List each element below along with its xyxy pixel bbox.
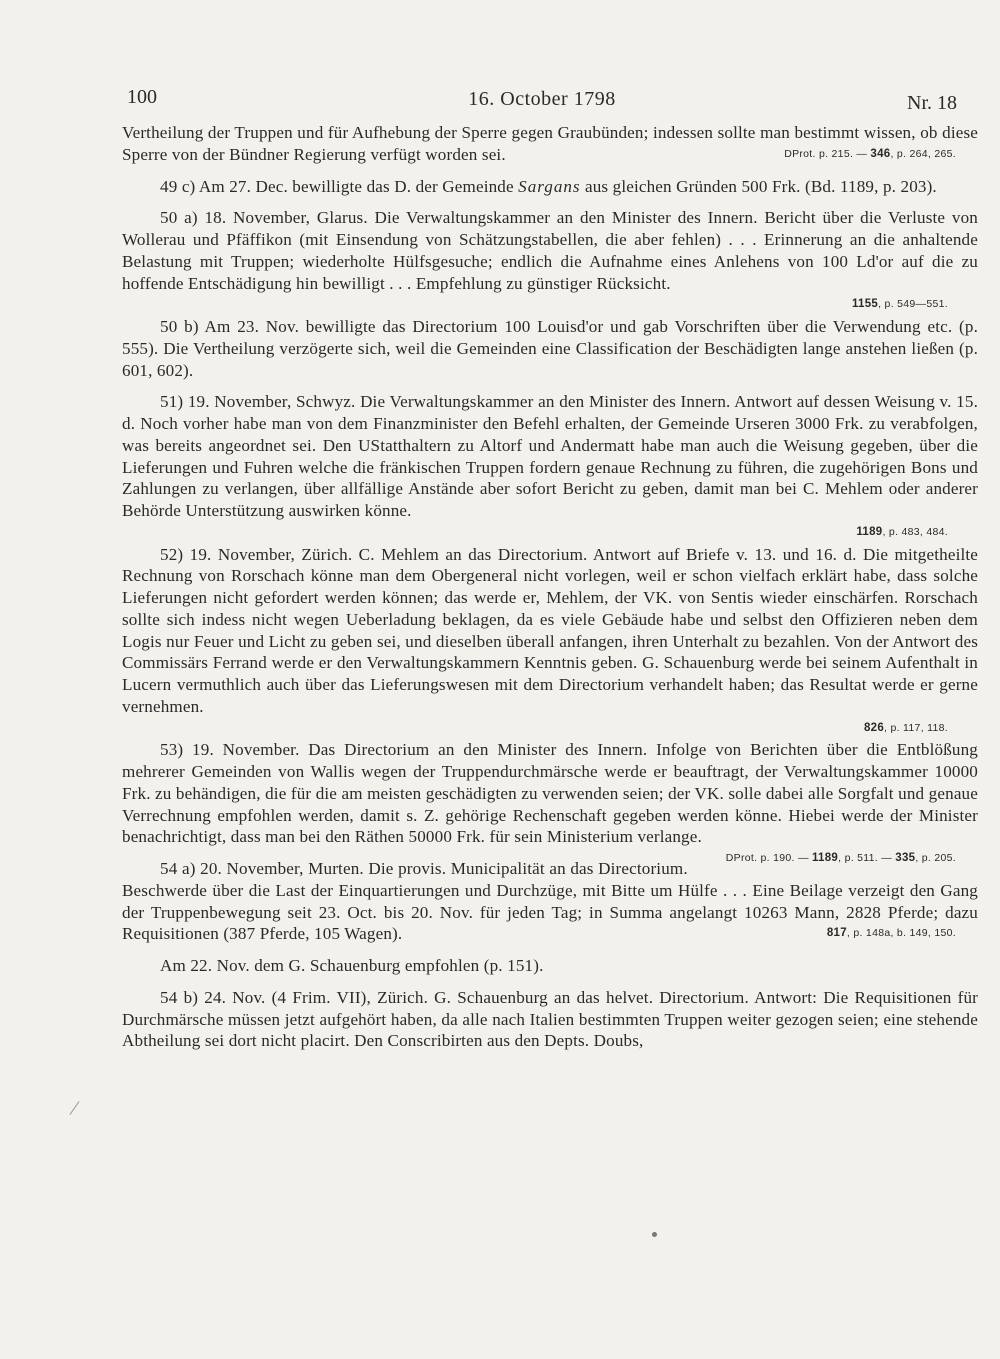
entry-52	[122, 544, 978, 718]
source-reference: 826, p. 117, 118.	[863, 721, 948, 734]
entry-51	[122, 391, 978, 522]
source-reference: 1155, p. 549—551.	[851, 298, 948, 311]
paragraph-text: Vertheilung der Truppen und für Aufhebung der Sperre gegen Graubünden; indessen sollte man bestimmt wissen, ob diese Sperre von der Bündner Regierung verfügt worden sei.	[122, 123, 978, 164]
source-reference: DProt. p. 215. — 346, p. 264, 265.	[784, 147, 956, 160]
entry-54a	[122, 858, 978, 945]
paragraph-text: 54 b) 24. Nov. (4 Frim. VII), Zürich. G. Schauenburg an das helvet. Directorium. Antwort: Die Requisitionen für Durchmärsche müssen jetzt aufgehört haben, da alle nach Italien bestimmten Truppen weiter gezogen seien; eine stehende Abtheilung sei dort nicht placirt. Den Conscribirten aus den Depts. Doubs,	[122, 987, 978, 1051]
page-number: 100	[127, 86, 157, 108]
header-date: 16. October 1798	[468, 88, 616, 110]
entry-50a	[122, 207, 978, 294]
paragraph-continuation	[122, 122, 978, 166]
document-body	[122, 122, 978, 1052]
paper-scratch-mark	[70, 1101, 80, 1115]
entry-54a-note	[122, 955, 978, 977]
header-number: Nr. 18	[907, 92, 957, 114]
paragraph-text: Am 22. Nov. dem G. Schauenburg empfohlen (p. 151).	[160, 956, 544, 975]
entry-53	[122, 739, 978, 864]
source-reference: DProt. p. 190. — 1189, p. 511. — 335, p. 205.	[725, 852, 956, 864]
source-reference: 1189, p. 483, 484.	[856, 525, 948, 538]
entry-54b	[122, 987, 978, 1052]
source-reference: 817, p. 148a, b. 149, 150.	[826, 927, 956, 940]
paragraph-text: 54 a) 20. November, Murten. Die provis. Municipalität an das Directorium. Beschwerde über die Last der Einquartierungen und Durchzüge, mit Bitte um Hülfe . . . Eine Beilage verzeigt den Gang der Truppenbewegung seit 23. Oct. bis 20. Nov. für jeden Tag; in Summa angelangt 10263 Mann, 2828 Pferde; dazu Requisitionen (387 Pferde, 105 Wagen).	[122, 859, 978, 944]
paper-speck	[652, 1232, 657, 1237]
paragraph-text: 53) 19. November. Das Directorium an den Minister des Innern. Infolge von Berichten über die Entblößung mehrerer Gemeinden von Wallis wegen der Truppendurchmärsche werde er beauftragt, der Verwaltungskammer 10000 Frk. zu behändigen, die für die am meisten geschädigten zu verwenden seien; der VK. solle dabei alle Sorgfalt und genaue Verrechnung empfohlen werden, damit s. Z. gehörige Rechenschaft gegeben werden könne. Hiebei werde der Minister benachrichtigt, dass man bei den Räthen 50000 Frk. für sein Ministerium verlange.	[122, 740, 978, 847]
entry-50b	[122, 316, 978, 381]
paragraph-text: 52) 19. November, Zürich. C. Mehlem an das Directorium. Antwort auf Briefe v. 13. und 16. d. Die mitgetheilte Rechnung von Rorschach könne man dem Obergeneral nicht vorlegen, weil er schon vielfach erklärt habe, dass solche Lieferungen nicht gefordert werden können; das werde er, Mehlem, der VK. von Sentis wieder einschärfen. Rorschach sollte sich indess nicht wegen Ueberladung beklagen, da es viele Gebäude habe und selbst den Offizieren neben dem Logis nur Feuer und Licht zu geben sei, und dieselben überall anfangen, ihren Unterhalt zu bezahlen. Von der Antwort des Commissärs Ferrand werde er den Verwaltungskammern Kenntnis geben. G. Schauenburg werde bei seinem Aufenthalt in Lucern vermuthlich auch über das Lieferungswesen mit dem Directorium verhandelt haben; das Resultat werde er gerne vernehmen.	[122, 544, 978, 716]
entry-49c: 49 c) Am 27. Dec. bewilligte das D. der Gemeinde Sargans aus gleichen Gründen 500 Frk. (Bd. 1189, p. 203).	[160, 176, 937, 196]
running-header	[127, 86, 957, 116]
paragraph-text: 50 b) Am 23. Nov. bewilligte das Directorium 100 Louisd'or und gab Vorschriften über die Verwendung etc. (p. 555). Die Vertheilung verzögerte sich, weil die Gemeinden eine Classification der Beschädigten lange anstehen ließen (p. 601, 602).	[122, 317, 978, 380]
paragraph-text: 50 a) 18. November, Glarus. Die Verwaltungskammer an den Minister des Innern. Bericht über die Verluste von Wollerau und Pfäffikon (mit Einsendung von Schätzungstabellen, die aber fehlen) . . . Erinnerung an die anhaltende Belastung mit Truppen; wiederholte Hülfsgesuche; endlich die Aufnahme eines Anlehens von 100 Ld'or auf die zu hoffende Entschädigung hin bewilligt . . . Empfehlung zu günstiger Rücksicht.	[122, 208, 978, 293]
place-name: Sargans	[518, 176, 581, 196]
paragraph-text: 51) 19. November, Schwyz. Die Verwaltungskammer an den Minister des Innern. Antwort auf dessen Weisung v. 15. d. Noch vorher habe man von dem Finanzminister den Befehl erhalten, der Gemeinde Urseren 3000 Frk. zu verabfolgen, was bereits angeordnet sei. Den UStatthaltern zu Altorf und Andermatt habe man auch die Weisung gegeben, über die Lieferungen und Fuhren welche die fränkischen Truppen fordern genaue Rechnung zu führen, die zugehörigen Bons und Zahlungen zu verlangen, über allfällige Anstände aber sofort Bericht zu geben, damit man bei C. Mehlem oder anderer Behörde Unterstützung auswirken könne.	[122, 392, 978, 520]
